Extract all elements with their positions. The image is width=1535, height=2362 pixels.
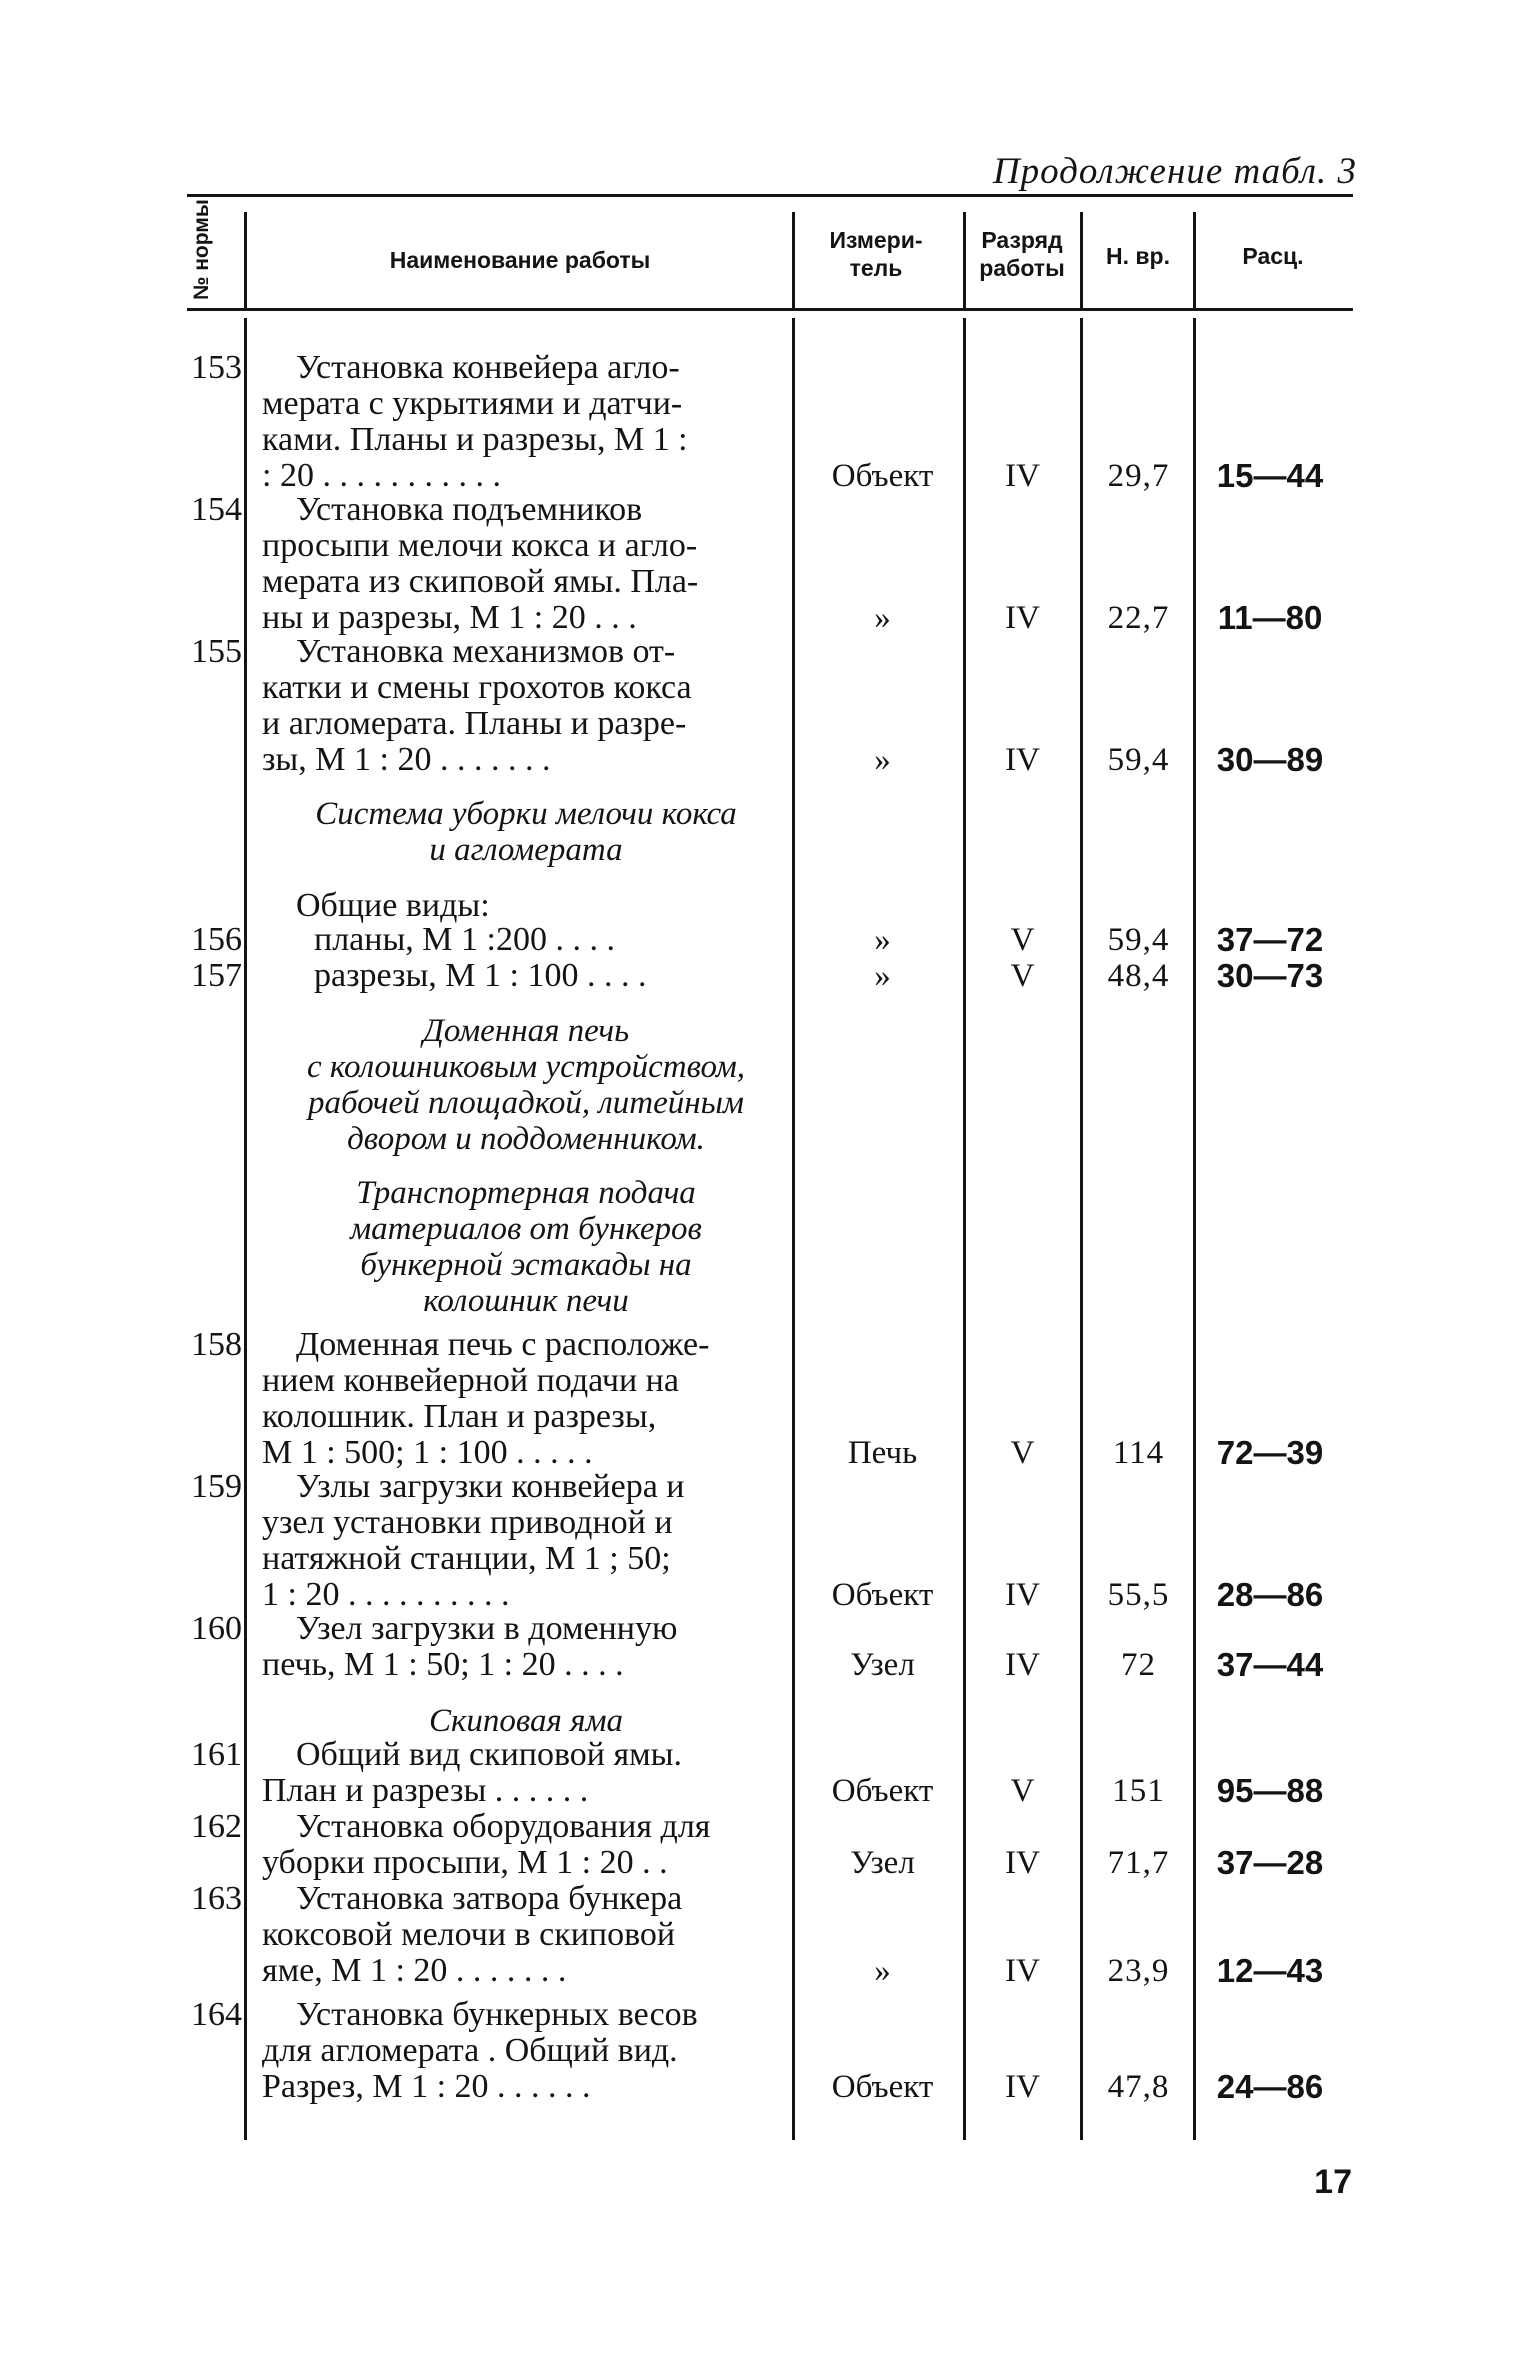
cell-hours: 47,8 — [1107, 2069, 1170, 2105]
norm-number: 153 — [191, 349, 242, 386]
work-name-line: разрезы, М 1 : 100 . . . . — [314, 958, 647, 994]
norm-number: 163 — [191, 1880, 242, 1917]
section-heading-line: колошник печи — [423, 1283, 629, 1319]
header-unit: Измери- тель — [829, 227, 923, 281]
cell-rate: 12—43 — [1216, 1952, 1324, 1989]
work-name-line: просыпи мелочи кокса и агло- — [262, 528, 698, 564]
work-name — [262, 1809, 790, 1881]
work-name-line: коксовой мелочи в скиповой — [262, 1917, 676, 1953]
cell-grade: V — [1010, 1773, 1035, 1809]
work-name-line: уборки просыпи, М 1 : 20 . . — [262, 1845, 668, 1881]
cell-hours: 29,7 — [1107, 458, 1170, 494]
work-name — [262, 1881, 790, 1989]
cell-grade: IV — [1005, 600, 1040, 636]
norm-number: 161 — [191, 1736, 242, 1773]
work-name-line: М 1 : 500; 1 : 100 . . . . . — [262, 1435, 593, 1471]
work-name-line: зы, М 1 : 20 . . . . . . . — [262, 742, 551, 778]
cell-grade: V — [1010, 922, 1035, 958]
work-name-line: натяжной станции, М 1 ; 50; — [262, 1541, 671, 1577]
body-col-divider — [244, 318, 247, 2140]
work-name-line: Доменная печь с расположе- — [296, 1327, 710, 1363]
cell-grade: IV — [1005, 1647, 1040, 1683]
work-name — [262, 1327, 790, 1471]
subheading: Общие виды: — [296, 887, 490, 924]
cell-hours: 114 — [1112, 1435, 1165, 1471]
work-name-line: яме, М 1 : 20 . . . . . . . — [262, 1953, 567, 1989]
work-name-line: мерата из скиповой ямы. Пла- — [262, 564, 699, 600]
work-name-line: ны и разрезы, М 1 : 20 . . . — [262, 600, 637, 636]
col-divider — [244, 212, 247, 310]
work-name-line: печь, М 1 : 50; 1 : 20 . . . . — [262, 1647, 624, 1683]
work-name — [314, 958, 790, 994]
cell-rate: 72—39 — [1216, 1434, 1324, 1471]
work-name-line: Узлы загрузки конвейера и — [296, 1469, 685, 1505]
section-heading-line: и агломерата — [429, 832, 623, 868]
work-name-line: Общий вид скиповой ямы. — [296, 1737, 682, 1773]
cell-grade: IV — [1005, 458, 1040, 494]
work-name — [262, 492, 790, 636]
section-heading-line: Транспортерная подача — [356, 1175, 696, 1211]
norm-number: 162 — [191, 1808, 242, 1845]
work-name-line: нием конвейерной подачи на — [262, 1363, 679, 1399]
header-name: Наименование работы — [389, 247, 651, 273]
cell-hours: 48,4 — [1107, 958, 1170, 994]
cell-grade: V — [1010, 958, 1035, 994]
section-heading-line: бункерной эстакады на — [360, 1247, 692, 1283]
col-divider — [1193, 212, 1196, 310]
cell-rate: 95—88 — [1216, 1772, 1324, 1809]
cell-grade: IV — [1005, 1845, 1040, 1881]
section-heading-line: двором и поддоменником. — [347, 1121, 705, 1157]
body-col-divider — [792, 318, 795, 2140]
work-name-line: ками. Планы и разрезы, М 1 : — [262, 422, 688, 458]
header-bottom-rule — [187, 308, 1353, 311]
cell-unit: » — [874, 958, 891, 994]
cell-hours: 151 — [1112, 1773, 1165, 1809]
cell-rate: 30—89 — [1216, 741, 1324, 778]
cell-rate: 11—80 — [1217, 599, 1323, 636]
cell-rate: 28—86 — [1216, 1576, 1324, 1613]
cell-unit: Узел — [850, 1647, 915, 1683]
section-heading-line: с колошниковым устройством, — [306, 1049, 746, 1085]
cell-hours: 59,4 — [1107, 742, 1170, 778]
continuation-title: Продолжение табл. 3 — [992, 151, 1357, 192]
cell-grade: IV — [1005, 2069, 1040, 2105]
cell-unit: Узел — [850, 1845, 915, 1881]
norm-number: 155 — [191, 633, 242, 670]
work-name-line: Установка оборудования для — [296, 1809, 711, 1845]
cell-hours: 55,5 — [1107, 1577, 1170, 1613]
work-name-line: Узел загрузки в доменную — [296, 1611, 678, 1647]
cell-rate: 24—86 — [1216, 2068, 1324, 2105]
col-divider — [792, 212, 795, 310]
cell-hours: 71,7 — [1107, 1845, 1170, 1881]
cell-grade: IV — [1005, 742, 1040, 778]
work-name — [262, 1737, 790, 1809]
section-heading — [262, 1175, 790, 1319]
work-name-line: Установка затвора бункера — [296, 1881, 683, 1917]
cell-rate: 15—44 — [1216, 457, 1324, 494]
cell-rate: 30—73 — [1216, 957, 1324, 994]
work-name-line: Установка механизмов от- — [296, 634, 676, 670]
work-name — [314, 922, 790, 958]
section-heading-line: Система уборки мелочи кокса — [315, 796, 737, 832]
norm-number: 160 — [191, 1610, 242, 1647]
section-heading — [262, 1703, 790, 1739]
work-name-line: 1 : 20 . . . . . . . . . . — [262, 1577, 510, 1613]
cell-hours: 59,4 — [1107, 922, 1170, 958]
section-heading — [262, 1013, 790, 1157]
work-name-line: узел установки приводной и — [262, 1505, 673, 1541]
work-name-line: План и разрезы . . . . . . — [262, 1773, 589, 1809]
cell-unit: » — [874, 1953, 891, 1989]
cell-unit: » — [874, 742, 891, 778]
work-name — [262, 1611, 790, 1683]
header-top-rule — [187, 194, 1353, 197]
header-hours: Н. вр. — [1106, 243, 1170, 269]
work-name-line: мерата с укрытиями и датчи- — [262, 386, 683, 422]
norm-number: 159 — [191, 1468, 242, 1505]
section-heading-line: материалов от бункеров — [350, 1211, 702, 1247]
work-name-line: Установка подъемников — [296, 492, 643, 528]
work-name — [262, 634, 790, 778]
cell-rate: 37—44 — [1216, 1646, 1324, 1683]
cell-grade: V — [1010, 1435, 1035, 1471]
work-name — [262, 1469, 790, 1613]
work-name-line: для агломерата . Общий вид. — [262, 2033, 678, 2069]
norm-number: 154 — [191, 491, 242, 528]
section-heading-line: рабочей площадкой, литейным — [308, 1085, 744, 1121]
work-name-line: и агломерата. Планы и разре- — [262, 706, 687, 742]
cell-unit: Объект — [831, 1773, 934, 1809]
col-divider — [963, 212, 966, 310]
work-name-line: Установка бункерных весов — [296, 1997, 698, 2033]
section-heading-line: Скиповая яма — [428, 1703, 624, 1739]
cell-hours: 22,7 — [1107, 600, 1170, 636]
norm-number: 158 — [191, 1326, 242, 1363]
norm-number: 164 — [191, 1996, 242, 2033]
section-heading — [262, 796, 790, 868]
work-name — [262, 350, 790, 494]
norm-number: 156 — [191, 921, 242, 958]
work-name-line: катки и смены грохотов кокса — [262, 670, 692, 706]
cell-grade: IV — [1005, 1953, 1040, 1989]
cell-unit: » — [874, 600, 891, 636]
header-num: № нормы — [190, 199, 213, 300]
cell-unit: Печь — [847, 1435, 918, 1471]
header-grade: Разряд работы — [979, 227, 1065, 281]
work-name-line: : 20 . . . . . . . . . . . — [262, 458, 501, 494]
work-name — [262, 1997, 790, 2105]
work-name-line: Разрез, М 1 : 20 . . . . . . — [262, 2069, 591, 2105]
header-rate: Расц. — [1242, 243, 1304, 269]
work-name-line: Установка конвейера агло- — [296, 350, 680, 386]
cell-hours: 72 — [1121, 1647, 1156, 1683]
norm-number: 157 — [191, 957, 242, 994]
cell-rate: 37—28 — [1216, 1844, 1324, 1881]
work-name-line: планы, М 1 :200 . . . . — [314, 922, 615, 958]
cell-hours: 23,9 — [1107, 1953, 1170, 1989]
cell-unit: Объект — [831, 458, 934, 494]
page-number: 17 — [1314, 2163, 1352, 2201]
cell-unit: » — [874, 922, 891, 958]
cell-unit: Объект — [831, 1577, 934, 1613]
col-divider — [1080, 212, 1083, 310]
section-heading-line: Доменная печь — [422, 1013, 630, 1049]
cell-grade: IV — [1005, 1577, 1040, 1613]
cell-unit: Объект — [831, 2069, 934, 2105]
cell-rate: 37—72 — [1216, 921, 1324, 958]
work-name-line: колошник. План и разрезы, — [262, 1399, 657, 1435]
